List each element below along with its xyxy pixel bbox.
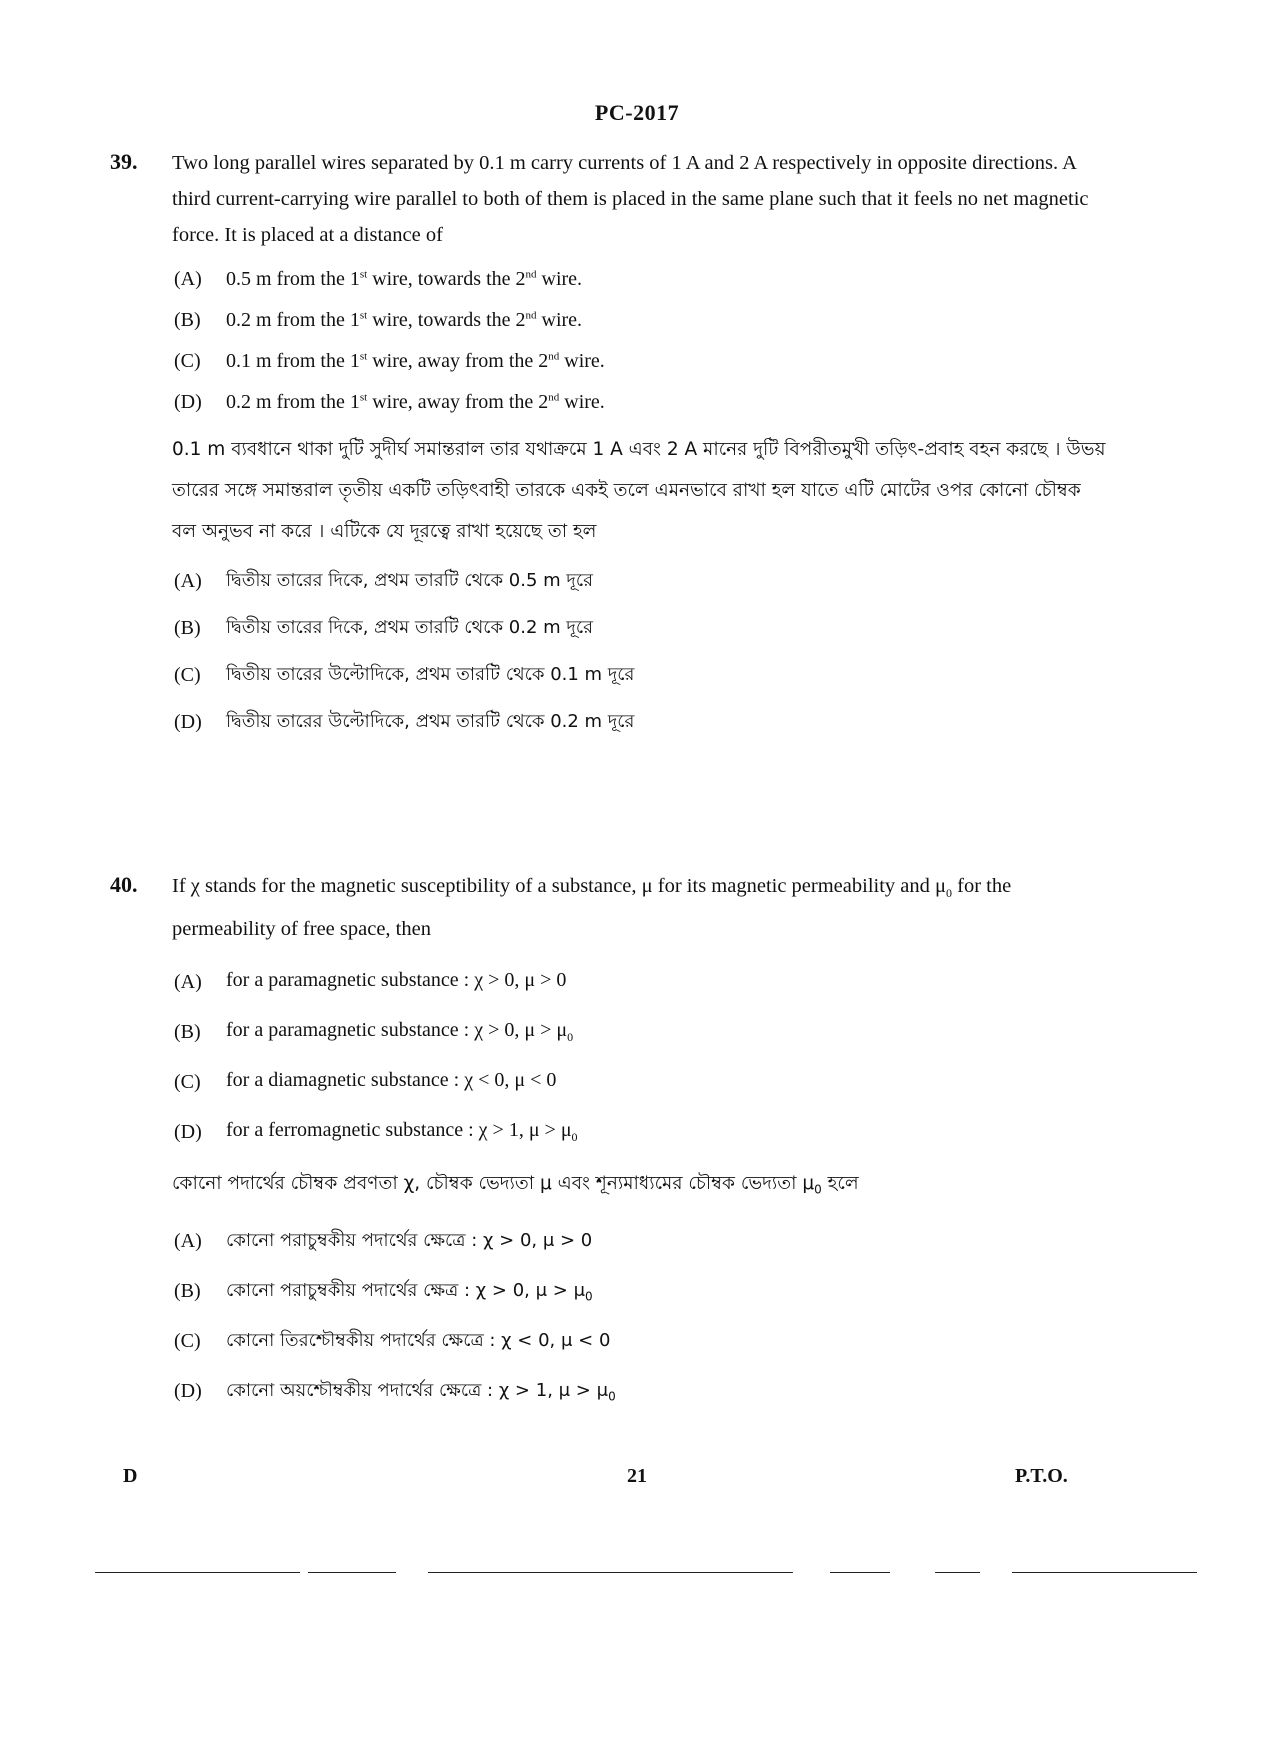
- option-d-english: [174, 382, 1110, 423]
- option-b-english: [174, 1007, 1110, 1057]
- option-text: 0.2 m from the 1st wire, towards the 2nd wire.: [226, 309, 583, 331]
- option-text: দ্বিতীয় তারের দিকে, প্রথম তারটি থেকে 0.2 m দূরে: [226, 617, 593, 638]
- option-c-english: [174, 1057, 1110, 1107]
- option-label: (D): [174, 391, 202, 413]
- question-39: [110, 145, 1110, 746]
- options-bengali: [172, 558, 1110, 746]
- page-title: PC-2017: [594, 100, 680, 125]
- question-stem-english: Two long parallel wires separated by 0.1 m carry currents of 1 A and 2 A respectively in opposite directions. A third current-carrying wire parallel to both of them is placed in the same plane such that it feels no net magnetic force. It is placed at a distance of: [172, 152, 1089, 246]
- option-text: কোনো অয়শ্চৌম্বকীয় পদার্থের ক্ষেত্রে : χ > 1, $\mu > \mu_0$: [226, 1380, 616, 1404]
- option-label: (A): [174, 268, 202, 290]
- option-label: (B): [174, 1020, 201, 1043]
- option-c-bengali: [174, 1317, 1110, 1367]
- option-label: (A): [174, 1230, 202, 1253]
- footer-rule: [1012, 1572, 1197, 1573]
- option-label: (C): [174, 1070, 201, 1093]
- option-b-english: [174, 300, 1110, 341]
- option-label: (C): [174, 664, 201, 686]
- options-english: [172, 957, 1110, 1157]
- footer-rule: [830, 1572, 890, 1573]
- option-text: দ্বিতীয় তারের দিকে, প্রথম তারটি থেকে 0.5 m দূরে: [226, 570, 593, 591]
- please-turn-over: P.T.O.: [1015, 1465, 1068, 1487]
- options-english: [172, 259, 1110, 423]
- option-a-bengali: [174, 558, 1110, 605]
- footer-rule: [935, 1572, 980, 1573]
- option-a-bengali: [174, 1217, 1110, 1267]
- option-text: 0.1 m from the 1st wire, away from the 2nd wire.: [226, 350, 605, 372]
- option-d-bengali: [174, 699, 1110, 746]
- option-text: কোনো পরাচুম্বকীয় পদার্থের ক্ষেত্রে : χ > 0, μ > 0: [226, 1230, 593, 1252]
- question-number: 39.: [110, 149, 138, 174]
- option-text: কোনো পরাচুম্বকীয় পদার্থের ক্ষেত্র : χ > 0, $\mu > \mu_0$: [226, 1280, 593, 1304]
- question-stem-english: If χ stands for the magnetic susceptibility of a substance, μ for its magnetic permeability and $\mu_0$ for the permeability of free space, then: [172, 875, 1012, 941]
- footer-rule: [95, 1572, 300, 1573]
- option-label: (B): [174, 617, 201, 639]
- option-label: (A): [174, 970, 202, 993]
- option-b-bengali: [174, 1267, 1110, 1317]
- option-d-english: [174, 1107, 1110, 1157]
- question-40: [110, 868, 1110, 1417]
- option-label: (D): [174, 1380, 202, 1403]
- options-bengali: [172, 1217, 1110, 1417]
- option-text: for a diamagnetic substance : χ < 0, μ < 0: [226, 1069, 557, 1092]
- option-text: 0.5 m from the 1st wire, towards the 2nd wire.: [226, 268, 583, 290]
- option-label: (A): [174, 570, 202, 592]
- option-text: দ্বিতীয় তারের উল্টোদিকে, প্রথম তারটি থেকে 0.1 m দূরে: [226, 664, 635, 685]
- footer-rule: [428, 1572, 793, 1573]
- option-c-english: [174, 341, 1110, 382]
- option-label: (B): [174, 309, 201, 331]
- option-label: (D): [174, 1120, 202, 1143]
- question-stem-bengali: কোনো পদার্থের চৌম্বক প্রবণতা χ, চৌম্বক ভেদ্যতা μ এবং শূন্যমাধ্যমের চৌম্বক ভেদ্যতা $\mu_0$ হলে: [172, 1173, 859, 1197]
- option-text: কোনো তিরশ্চৌম্বকীয় পদার্থের ক্ষেত্রে : χ < 0, μ < 0: [226, 1330, 611, 1352]
- option-text: for a paramagnetic substance : χ > 0, $\mu > \mu_0$: [226, 1019, 574, 1045]
- option-text: for a paramagnetic substance : χ > 0, μ > 0: [226, 969, 567, 992]
- option-a-english: [174, 957, 1110, 1007]
- option-text: for a ferromagnetic substance : χ > 1, $\mu > \mu_0$: [226, 1119, 578, 1145]
- option-text: 0.2 m from the 1st wire, away from the 2nd wire.: [226, 391, 605, 413]
- footer-rule: [308, 1572, 396, 1573]
- question-number: 40.: [110, 872, 138, 897]
- option-a-english: [174, 259, 1110, 300]
- option-text: দ্বিতীয় তারের উল্টোদিকে, প্রথম তারটি থেকে 0.2 m দূরে: [226, 711, 635, 732]
- option-d-bengali: [174, 1367, 1110, 1417]
- option-b-bengali: [174, 605, 1110, 652]
- option-label: (C): [174, 1330, 201, 1353]
- option-label: (D): [174, 711, 202, 733]
- option-label: (B): [174, 1280, 201, 1303]
- page-number: 21: [627, 1465, 647, 1487]
- booklet-code: D: [123, 1465, 138, 1487]
- option-c-bengali: [174, 652, 1110, 699]
- question-stem-bengali: 0.1 m ব্যবধানে থাকা দুটি সুদীর্ঘ সমান্তরাল তার যথাক্রমে 1 A এবং 2 A মানের দুটি বিপরীতমুখী তড়িৎ-প্রবাহ বহন করছে । উভয় তারের সঙ্গে সমান্তরাল তৃতীয় একটি তড়িৎবাহী তারকে একই তলে এমনভাবে রাখা হল যাতে এটি মোটের ওপর কোনো চৌম্বক বল অনুভব না করে । এটিকে যে দূরত্বে রাখা হয়েছে তা হল: [172, 439, 1106, 542]
- option-label: (C): [174, 350, 201, 372]
